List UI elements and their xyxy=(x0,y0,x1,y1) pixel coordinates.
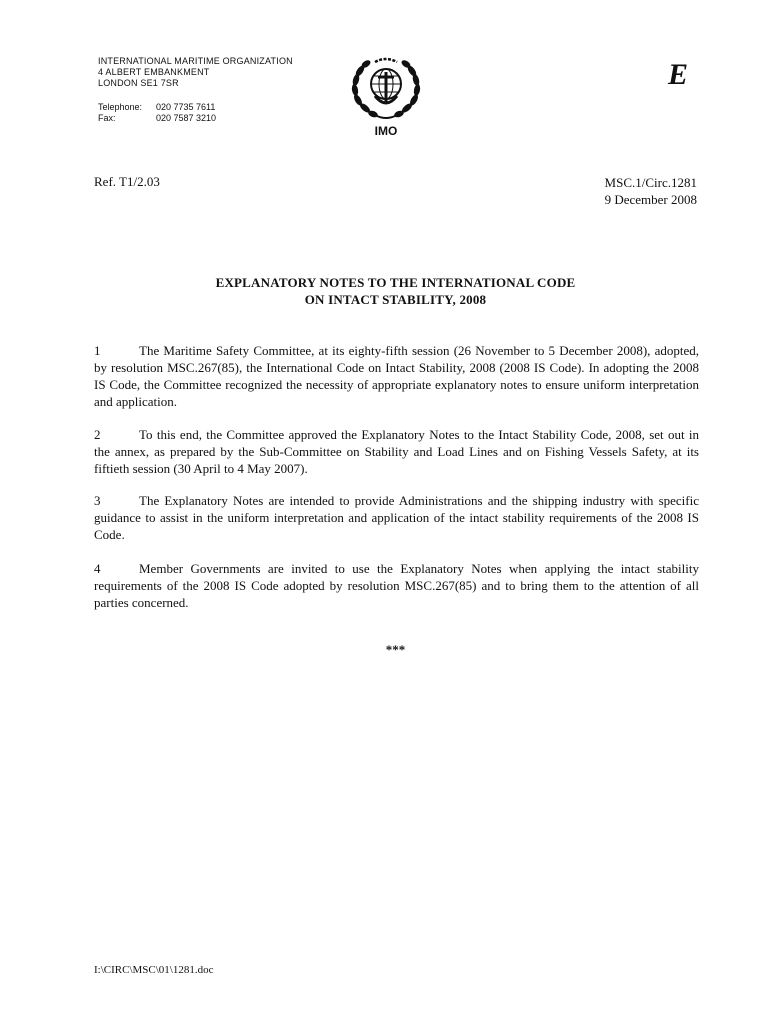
language-code: E xyxy=(668,58,689,91)
document-title xyxy=(94,274,697,308)
telephone-number: 020 7735 7611 xyxy=(156,102,216,112)
contact-block xyxy=(98,102,216,124)
section-separator: *** xyxy=(385,642,406,657)
paragraph-text: The Explanatory Notes are intended to provide Administrations and the shipping industry with specific guidance to assist in the uniform interpretation and application of the intact stability requirements of the 2008 IS Code. xyxy=(94,493,699,542)
address-line-1: 4 ALBERT EMBANKMENT xyxy=(98,67,210,77)
org-name: INTERNATIONAL MARITIME ORGANIZATION xyxy=(98,56,293,66)
title-line-1: EXPLANATORY NOTES TO THE INTERNATIONAL CODE xyxy=(215,275,576,290)
document-date: 9 December 2008 xyxy=(604,192,697,207)
paragraph-1 xyxy=(94,342,699,410)
paragraph-3 xyxy=(94,492,699,543)
telephone-label: Telephone: xyxy=(98,102,143,112)
paragraph-text: Member Governments are invited to use the Explanatory Notes when applying the intact stability requirements of the 2008 IS Code adopted by resolution MSC.267(85) and to bring them to the attention of all parties concerned. xyxy=(94,561,699,610)
organization-address xyxy=(98,56,293,89)
fax-label: Fax: xyxy=(98,113,116,123)
paragraph-2 xyxy=(94,426,699,477)
paragraph-number: 1 xyxy=(94,343,101,358)
fax-number: 020 7587 3210 xyxy=(156,113,217,123)
paragraph-number: 3 xyxy=(94,493,101,508)
reference-number: Ref. T1/2.03 xyxy=(94,174,160,189)
address-line-2: LONDON SE1 7SR xyxy=(98,78,179,88)
emblem-label: IMO xyxy=(374,124,398,138)
paragraph-number: 2 xyxy=(94,427,101,442)
paragraph-text: The Maritime Safety Committee, at its eighty-fifth session (26 November to 5 December 2008), adopted, by resolution MSC.267(85), the International Code on Intact Stability, 2008 (2008 IS Code). In adopting the 2008 IS Code, the Committee recognized the necessity of appropriate explanatory notes to ensure uniform interpretation and application. xyxy=(94,343,699,409)
paragraph-number: 4 xyxy=(94,561,101,576)
document-symbol-block xyxy=(605,174,697,208)
imo-emblem-icon xyxy=(349,54,423,122)
fax-row xyxy=(98,113,216,124)
telephone-row xyxy=(98,102,216,113)
title-line-2: ON INTACT STABILITY, 2008 xyxy=(304,292,487,307)
footer-file-path: I:\CIRC\MSC\01\1281.doc xyxy=(94,964,214,976)
document-symbol: MSC.1/Circ.1281 xyxy=(604,175,697,190)
paragraph-text: To this end, the Committee approved the Explanatory Notes to the Intact Stability Code, 2008, set out in the annex, as prepared by the Sub-Committee on Stability and Load Lines and on Fishing Vessels Safety, at its fiftieth session (30 April to 4 May 2007). xyxy=(94,427,699,476)
paragraph-4 xyxy=(94,560,699,611)
